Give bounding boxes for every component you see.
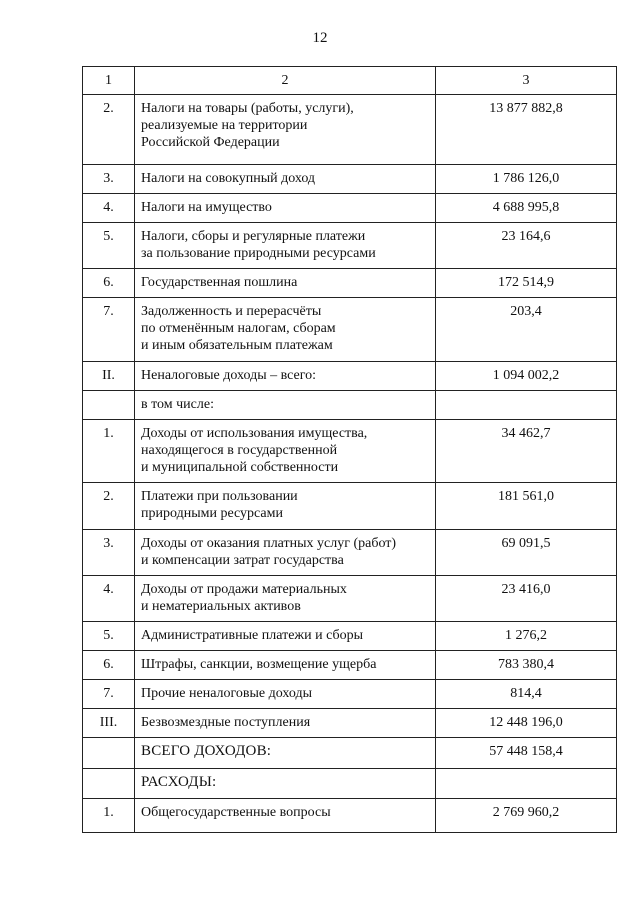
row-value: 57 448 158,4 bbox=[489, 744, 563, 759]
row-value: 172 514,9 bbox=[498, 275, 554, 290]
row-name-cell bbox=[135, 576, 436, 622]
row-name-cell bbox=[135, 651, 436, 680]
row-number bbox=[83, 391, 134, 402]
row-name-line: Административные платежи и сборы bbox=[141, 628, 363, 643]
row-value: 69 091,5 bbox=[501, 536, 551, 551]
table-row bbox=[83, 680, 617, 709]
row-value: 1 276,2 bbox=[505, 628, 547, 643]
row-number-cell bbox=[83, 576, 135, 622]
row-name-line: и нематериальных активов bbox=[141, 599, 301, 614]
table-row bbox=[83, 576, 617, 622]
row-value: 814,4 bbox=[510, 686, 542, 701]
table-row bbox=[83, 165, 617, 194]
row-value-cell bbox=[436, 391, 617, 420]
row-number-cell bbox=[83, 223, 135, 269]
row-value-cell bbox=[436, 738, 617, 769]
row-name-line: по отменённым налогам, сборам bbox=[141, 321, 336, 336]
row-number-cell bbox=[83, 680, 135, 709]
row-value-cell bbox=[436, 223, 617, 269]
row-number bbox=[83, 738, 134, 749]
row-value bbox=[436, 769, 616, 780]
row-value: 1 786 126,0 bbox=[492, 171, 560, 186]
row-name-cell bbox=[135, 530, 436, 576]
row-value: 23 416,0 bbox=[501, 582, 551, 597]
row-name-line: Платежи при пользовании bbox=[141, 489, 298, 504]
row-value-cell bbox=[436, 165, 617, 194]
row-value: 13 877 882,8 bbox=[489, 101, 563, 116]
row-number: 2. bbox=[103, 101, 114, 116]
page-number: 12 bbox=[312, 30, 328, 46]
row-value-cell bbox=[436, 651, 617, 680]
row-number-cell bbox=[83, 420, 135, 483]
row-number: 3. bbox=[103, 171, 114, 186]
row-name-line: реализуемые на территории bbox=[141, 118, 308, 133]
table-row bbox=[83, 651, 617, 680]
row-name-line: ВСЕГО ДОХОДОВ: bbox=[141, 743, 272, 759]
row-value: 1 094 002,2 bbox=[492, 368, 560, 383]
row-number-cell bbox=[83, 298, 135, 362]
row-number-cell bbox=[83, 530, 135, 576]
row-number: 5. bbox=[103, 628, 114, 643]
table-row bbox=[83, 298, 617, 362]
row-number: 7. bbox=[103, 686, 114, 701]
row-number-cell bbox=[83, 651, 135, 680]
row-number: 3. bbox=[103, 536, 114, 551]
row-name-line: и компенсации затрат государства bbox=[141, 553, 344, 568]
row-value: 23 164,6 bbox=[501, 229, 551, 244]
row-number: 4. bbox=[103, 582, 114, 597]
header-col-2: 2 bbox=[135, 67, 436, 95]
row-value-cell bbox=[436, 362, 617, 391]
row-value: 12 448 196,0 bbox=[489, 715, 563, 730]
row-number-cell bbox=[83, 362, 135, 391]
header-col-1: 1 bbox=[83, 67, 135, 95]
row-number-cell bbox=[83, 269, 135, 298]
row-value-cell bbox=[436, 799, 617, 833]
row-name-line: находящегося в государственной bbox=[141, 443, 338, 458]
row-name-line: Прочие неналоговые доходы bbox=[141, 686, 313, 701]
row-number-cell bbox=[83, 799, 135, 833]
table-row bbox=[83, 223, 617, 269]
row-value-cell bbox=[436, 769, 617, 799]
row-value: 203,4 bbox=[510, 304, 542, 319]
row-name-line: Безвозмездные поступления bbox=[141, 715, 311, 730]
row-value-cell bbox=[436, 420, 617, 483]
table-row bbox=[83, 769, 617, 799]
table-row bbox=[83, 483, 617, 530]
table-row bbox=[83, 95, 617, 165]
row-value-cell bbox=[436, 576, 617, 622]
table-row bbox=[83, 738, 617, 769]
row-name-line: Налоги на товары (работы, услуги), bbox=[141, 101, 354, 116]
row-name-line: Доходы от использования имущества, bbox=[141, 426, 368, 441]
row-name-cell bbox=[135, 95, 436, 165]
row-number: 1. bbox=[103, 426, 114, 441]
row-name-line: Задолженность и перерасчёты bbox=[141, 304, 322, 319]
table-row bbox=[83, 269, 617, 298]
header-col-3: 3 bbox=[436, 67, 617, 95]
row-name-cell bbox=[135, 709, 436, 738]
row-number bbox=[83, 769, 134, 780]
row-number: II. bbox=[102, 368, 115, 383]
row-value-cell bbox=[436, 622, 617, 651]
row-name-cell bbox=[135, 194, 436, 223]
row-value-cell bbox=[436, 269, 617, 298]
row-name-line: Неналоговые доходы – всего: bbox=[141, 368, 317, 383]
row-value: 4 688 995,8 bbox=[492, 200, 560, 215]
row-name-cell bbox=[135, 391, 436, 420]
row-value: 34 462,7 bbox=[501, 426, 551, 441]
budget-table bbox=[82, 66, 617, 833]
row-name-cell bbox=[135, 483, 436, 530]
row-number-cell bbox=[83, 738, 135, 769]
row-value-cell bbox=[436, 483, 617, 530]
row-name-line: Налоги на совокупный доход bbox=[141, 171, 316, 186]
row-number-cell bbox=[83, 622, 135, 651]
row-name-line: Государственная пошлина bbox=[141, 275, 298, 290]
row-value-cell bbox=[436, 709, 617, 738]
row-name-cell bbox=[135, 420, 436, 483]
row-name-line: РАСХОДЫ: bbox=[141, 774, 217, 790]
row-value-cell bbox=[436, 680, 617, 709]
row-name-line: и муниципальной собственности bbox=[141, 460, 339, 475]
row-name-cell bbox=[135, 799, 436, 833]
row-name-line: Доходы от продажи материальных bbox=[141, 582, 347, 597]
row-name-line: Налоги на имущество bbox=[141, 200, 272, 215]
row-name-cell bbox=[135, 738, 436, 769]
row-value: 783 380,4 bbox=[498, 657, 554, 672]
row-number: 7. bbox=[103, 304, 114, 319]
row-number-cell bbox=[83, 165, 135, 194]
row-value-cell bbox=[436, 298, 617, 362]
table-row bbox=[83, 362, 617, 391]
table-row bbox=[83, 194, 617, 223]
row-name-line: за пользование природными ресурсами bbox=[141, 246, 376, 261]
row-value: 181 561,0 bbox=[498, 489, 554, 504]
row-number: 6. bbox=[103, 657, 114, 672]
row-value bbox=[436, 391, 616, 402]
row-number-cell bbox=[83, 194, 135, 223]
row-number-cell bbox=[83, 709, 135, 738]
row-value-cell bbox=[436, 95, 617, 165]
row-name-line: Налоги, сборы и регулярные платежи bbox=[141, 229, 366, 244]
row-name-cell bbox=[135, 269, 436, 298]
row-number: 1. bbox=[103, 805, 114, 820]
row-number-cell bbox=[83, 391, 135, 420]
row-number: 5. bbox=[103, 229, 114, 244]
row-name-line: в том числе: bbox=[141, 397, 214, 412]
table-row bbox=[83, 530, 617, 576]
table-row bbox=[83, 799, 617, 833]
row-value: 2 769 960,2 bbox=[492, 805, 560, 820]
row-name-line: Общегосударственные вопросы bbox=[141, 805, 331, 820]
row-name-cell bbox=[135, 223, 436, 269]
row-name-cell bbox=[135, 622, 436, 651]
table-row bbox=[83, 420, 617, 483]
row-name-cell bbox=[135, 769, 436, 799]
row-name-cell bbox=[135, 298, 436, 362]
row-name-cell bbox=[135, 680, 436, 709]
table-row bbox=[83, 709, 617, 738]
row-name-cell bbox=[135, 165, 436, 194]
row-number-cell bbox=[83, 483, 135, 530]
table-header-row bbox=[83, 67, 617, 95]
row-name-line: Доходы от оказания платных услуг (работ) bbox=[141, 536, 397, 551]
row-number: III. bbox=[99, 715, 118, 730]
row-number: 2. bbox=[103, 489, 114, 504]
row-name-line: Российской Федерации bbox=[141, 135, 280, 150]
table-row bbox=[83, 622, 617, 651]
row-name-cell bbox=[135, 362, 436, 391]
row-name-line: природными ресурсами bbox=[141, 506, 283, 521]
row-number: 6. bbox=[103, 275, 114, 290]
row-value-cell bbox=[436, 530, 617, 576]
table-row bbox=[83, 391, 617, 420]
row-value-cell bbox=[436, 194, 617, 223]
row-number-cell bbox=[83, 769, 135, 799]
row-name-line: и иным обязательным платежам bbox=[141, 338, 333, 353]
row-number: 4. bbox=[103, 200, 114, 215]
row-name-line: Штрафы, санкции, возмещение ущерба bbox=[141, 657, 377, 672]
row-number-cell bbox=[83, 95, 135, 165]
